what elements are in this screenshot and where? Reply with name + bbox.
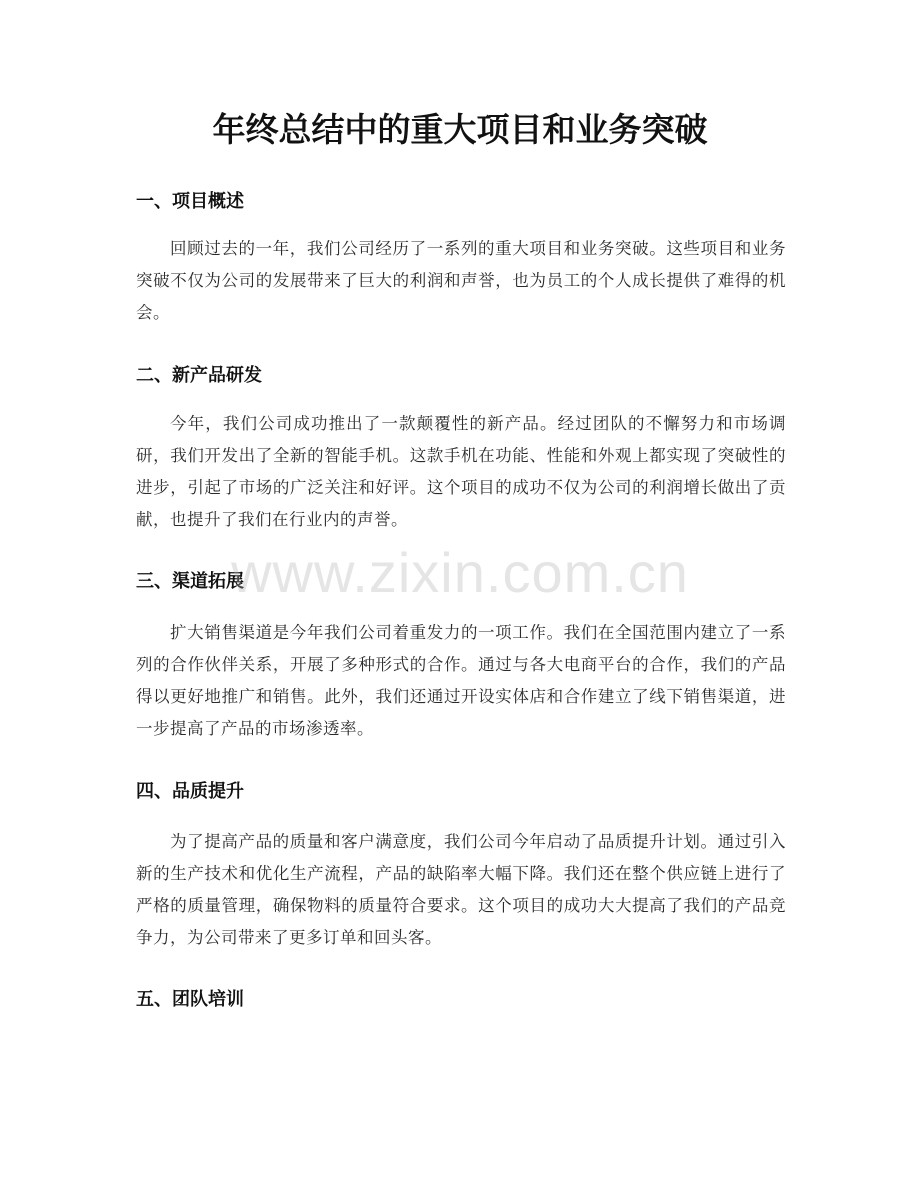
watermark: www.zixin.com.cn [231, 541, 689, 604]
section-heading-training: 五、团队培训 [136, 989, 244, 1010]
section-paragraph-quality: 为了提高产品的质量和客户满意度，我们公司今年启动了品质提升计划。通过引入新的生产技术和优化生产流程，产品的缺陷率大幅下降。我们还在整个供应链上进行了严格的质量管理，确保物料的质量符合要求。这个项目的成功大大提高了我们的产品竞争力，为公司带来了更多订单和回头客。 [136, 832, 786, 947]
section-paragraph-channels: 扩大销售渠道是今年我们公司着重发力的一项工作。我们在全国范围内建立了一系列的合作伙伴关系，开展了多种形式的合作。通过与各大电商平台的合作，我们的产品得以更好地推广和销售。此外，我们还通过开设实体店和合作建立了线下销售渠道，进一步提高了产品的市场渗透率。 [136, 623, 786, 738]
section-heading-overview: 一、项目概述 [136, 191, 244, 212]
section-paragraph-overview: 回顾过去的一年，我们公司经历了一系列的重大项目和业务突破。这些项目和业务突破不仅为公司的发展带来了巨大的利润和声誉，也为员工的个人成长提供了难得的机会。 [136, 239, 786, 322]
section-heading-channels: 三、渠道拓展 [136, 571, 244, 592]
section-heading-quality: 四、品质提升 [136, 781, 244, 802]
page-title: 年终总结中的重大项目和业务突破 [212, 110, 708, 149]
section-heading-new-product: 二、新产品研发 [136, 365, 262, 386]
section-paragraph-new-product: 今年，我们公司成功推出了一款颠覆性的新产品。经过团队的不懈努力和市场调研，我们开发出了全新的智能手机。这款手机在功能、性能和外观上都实现了突破性的进步，引起了市场的广泛关注和好评。这个项目的成功不仅为公司的利润增长做出了贡献，也提升了我们在行业内的声誉。 [136, 414, 786, 529]
